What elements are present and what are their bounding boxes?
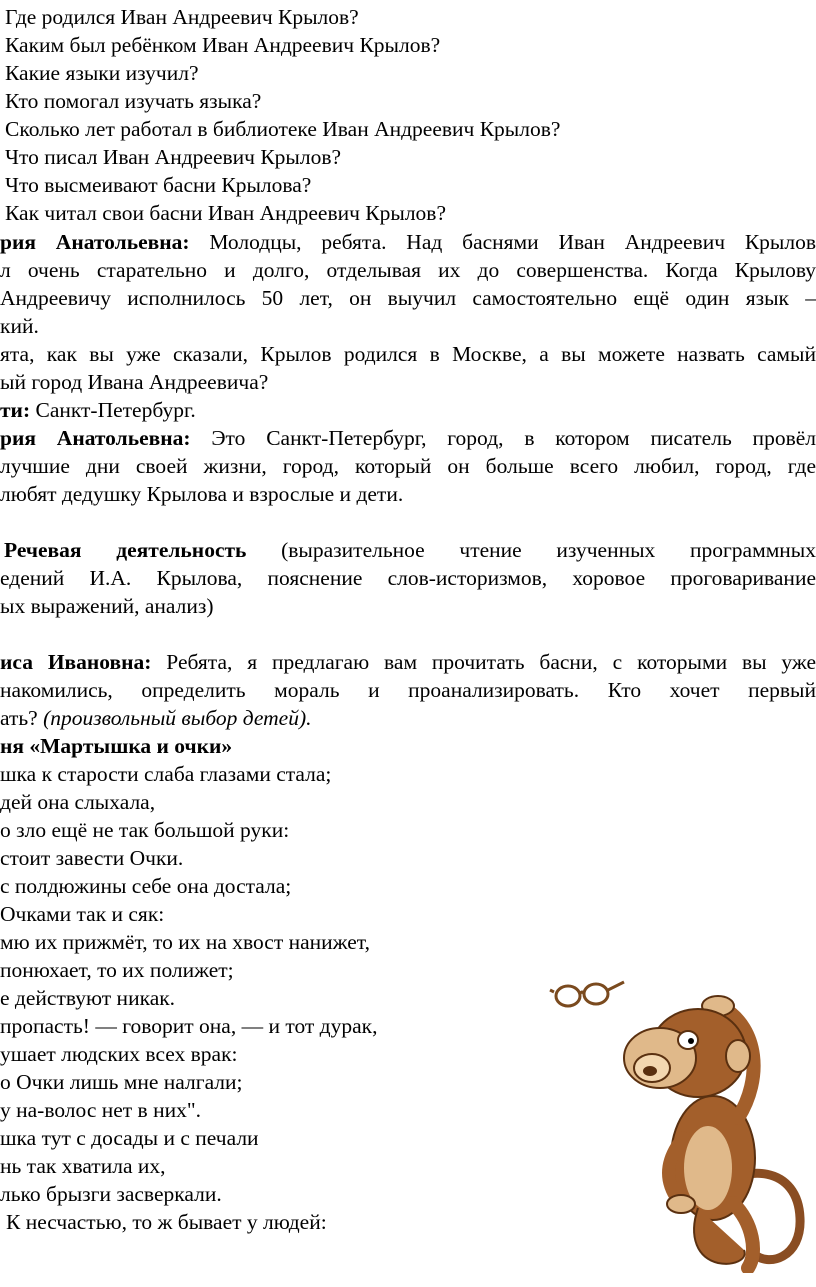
fable-title: [0, 732, 232, 760]
speaker-label: рия Анатольевна:: [0, 426, 191, 450]
para5-text3: ать?: [0, 706, 44, 730]
question-3: Какие языки изучил?: [5, 61, 199, 85]
section-title: Речевая деятельность: [4, 538, 247, 562]
para4-text1: Это Санкт-Петербург, город, в котором писатель провёл: [190, 426, 816, 450]
para5-line3: [0, 704, 311, 732]
para1-line4: кий.: [0, 314, 39, 338]
fable-line: у на-волос нет в них".: [0, 1098, 201, 1122]
fable-line: о Очки лишь мне налгали;: [0, 1070, 243, 1094]
fable-line: е действуют никак.: [0, 986, 176, 1010]
para3-text: Санкт-Петербург.: [30, 398, 196, 422]
para5-line1: [0, 648, 816, 676]
fable-line: нь так хватила их,: [0, 1154, 166, 1178]
fable-line: шка тут с досады и с печали: [0, 1126, 259, 1150]
para2-line2: ый город Ивана Андреевича?: [0, 370, 269, 394]
fable-title-text: ня «Мартышка и очки»: [0, 734, 233, 758]
para1-line3: Андреевичу исполнилось 50 лет, он выучил самостоятельно ещё один язык –: [0, 286, 816, 310]
fable-line: понюхает, то их полижет;: [0, 958, 234, 982]
speaker-label: ти:: [0, 398, 31, 422]
section-text1: (выразительное чтение изученных программных: [246, 538, 816, 562]
question-2: Каким был ребёнком Иван Андреевич Крылов?: [5, 33, 441, 57]
fable-line: Очками так и сяк:: [0, 902, 165, 926]
para4-line2: лучшие дни своей жизни, город, который он больше всего любил, город, где: [0, 454, 816, 478]
question-5: Сколько лет работал в библиотеке Иван Андреевич Крылов?: [5, 117, 561, 141]
para4-line3: любят дедушку Крылова и взрослые и дети.: [0, 482, 404, 506]
para2-line1: ята, как вы уже сказали, Крылов родился в Москве, а вы можете назвать самый: [0, 342, 816, 366]
question-8: Как читал свои басни Иван Андреевич Крылов?: [5, 201, 447, 225]
fable-line: ушает людских всех врак:: [0, 1042, 238, 1066]
para1-line2: л очень старательно и долго, отделывая их до совершенства. Когда Крылову: [0, 258, 816, 282]
fable-line: лько брызги засверкали.: [0, 1182, 222, 1206]
speaker-label: иса Ивановна:: [0, 650, 152, 674]
para1-line1: [0, 228, 816, 256]
question-7: Что высмеивают басни Крылова?: [5, 173, 312, 197]
glasses-icon: [550, 982, 624, 1006]
fable-line: мю их прижмёт, то их на хвост нанижет,: [0, 930, 370, 954]
fable-line: с полдюжины себе она достала;: [0, 874, 292, 898]
question-6: Что писал Иван Андреевич Крылов?: [5, 145, 342, 169]
question-4: Кто помогал изучать языка?: [5, 89, 262, 113]
question-1: Где родился Иван Андреевич Крылов?: [5, 5, 359, 29]
section-line2: едений И.А. Крылова, пояснение слов-историзмов, хоровое проговаривание: [0, 566, 816, 590]
para5-note: (произвольный выбор детей).: [43, 706, 312, 730]
fable-line: пропасть! — говорит она, — и тот дурак,: [0, 1014, 378, 1038]
fable-line: стоит завести Очки.: [0, 846, 184, 870]
section-line1: [4, 536, 816, 564]
para5-line2: накомились, определить мораль и проанализировать. Кто хочет первый: [0, 678, 816, 702]
section-line3: ых выражений, анализ): [0, 594, 214, 618]
para1-text1: Молодцы, ребята. Над баснями Иван Андреевич Крылов: [189, 230, 816, 254]
fable-line: шка к старости слаба глазами стала;: [0, 762, 332, 786]
para4-line1: [0, 424, 816, 452]
para3-line: [0, 396, 196, 424]
fable-line: К несчастью, то ж бывает у людей:: [6, 1210, 327, 1234]
monkey-glasses-illustration: [548, 968, 810, 1273]
para5-text1: Ребята, я предлагаю вам прочитать басни, с которыми вы уже: [151, 650, 816, 674]
fable-line: о зло ещё не так большой руки:: [0, 818, 290, 842]
speaker-label: рия Анатольевна:: [0, 230, 190, 254]
fable-line: дей она слыхала,: [0, 790, 156, 814]
